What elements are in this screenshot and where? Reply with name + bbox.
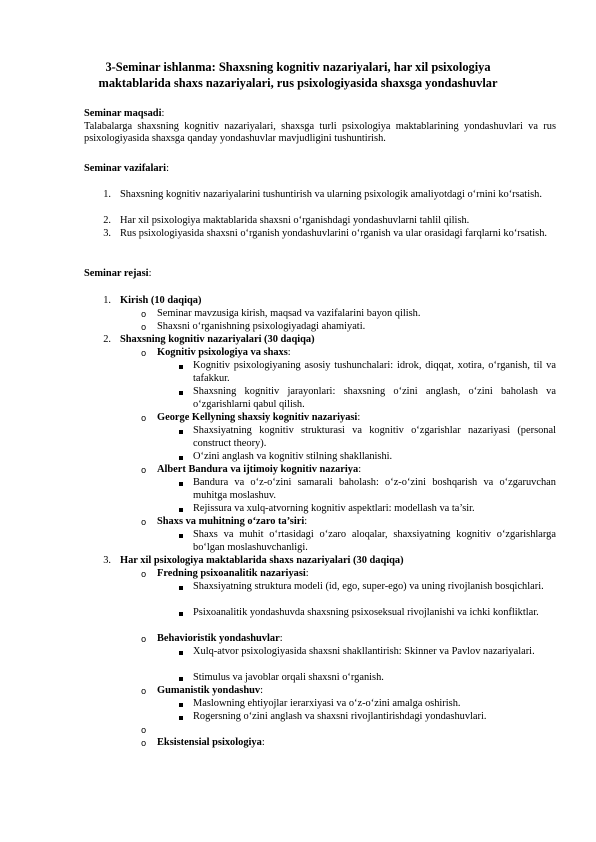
goal-section: Seminar maqsadi: Talabalarga shaxsning kognitiv nazariyalari, shaxsga turli psixologiya maktablarining yondashuvlari va rus psixologiyasida shaxsga qanday yondashuvlar mavjudligini tushuntirish. bbox=[84, 108, 556, 145]
goal-label: Seminar maqsadi bbox=[84, 108, 162, 119]
goal-text: Talabalarga shaxsning kognitiv nazariyalari, shaxsga turli psixologiya maktablarining yondashuvlari va rus psixologiyasida shaxsga qanday yondashuvlar mavjudligini tushuntirish. bbox=[84, 120, 556, 145]
tasks-label: Seminar vazifalari bbox=[84, 163, 167, 174]
tasks-label-row: Seminar vazifalari: bbox=[84, 163, 169, 174]
document-page: 3-Seminar ishlanma: Shaxsning kognitiv nazariyalari, har xil psixologiya maktablarida shaxs nazariyalari, rus psixologiyasida shaxsga yondashuvlar Seminar maqsadi: Talabalarga shaxsning kognitiv nazariyalari, shaxsga turli psixologiya maktablarining yondashuvlari va rus psixologiyasida shaxsga qanday yondashuvlar mavjudligini tushuntirish. Seminar vazifalari: 1. Shaxsning kognitiv nazariyalarini tushuntirish va ularning psixologik amaliyotdagi o‘rnini ko‘rsatish. 2. Har xil psixologiya maktablarida shaxsni o‘rganishdagi yondashuvlarni tahlil qilish. 3. Rus psixologiyasida shaxsni o‘rganish yondashuvlarini o‘rganish va ular orasidagi farqlarni ko‘rsatish. Seminar rejasi: 1. Kirish (10 daqiqa) o Seminar mavzusiga kirish, maqsad va vazifalarini bayon qilish. o Shaxsni o‘rganishning psixologiyadagi ahamiyati. 2. Shaxsning kognitiv nazariyalari (30 daqiqa) o Kognitiv psixologiya va shaxs: Kognitiv psixologiyaning asosiy tushunchalari: idrok, diqqat, xotira, o‘rganish, til va tafakkur. Shaxsning kognitiv jarayonlari: shaxsning o‘zini anglash, o‘zini baholash va o‘zgarishlarni qabul qilish. o George Kellyning shaxsiy kognitiv nazariyasi: Shaxsiyatning kognitiv strukturasi va kognitiv o‘zgarishlar nazariyasi (personal construct theory). O‘zini anglash va kognitiv stilning shakllanishi. o Albert Bandura va ijtimoiy kognitiv nazariya: Bandura va o‘z-o‘zini samarali baholash: o‘z-o‘zini boshqarish va o‘zgaruvchan muhitga moslashuv. Rejissura va xulq-atvorning kognitiv aspektlari: modellash va ta’sir. o Shaxs va muhitning o‘zaro ta’siri: Shaxs va muhit o‘rtasidagi o‘zaro aloqalar, shaxsiyatning kognitiv o‘zgarishlarga bo‘lgan moslashuvchanligi. 3. Har xil psixologiya maktablarida shaxs nazariyalari (30 daqiqa) o Fredning psixoanalitik nazariyasi: Shaxsiyatning struktura modeli (id, ego, super-ego) va uning rivojlanish bosqichlari. Psixoanalitik yondashuvda shaxsning psixoseksual rivojlanishi va ichki konfliktlar. o Behavioristik yondashuvlar: Xulq-atvor psixologiyasida shaxsni shakllantirish: Skinner va Pavlov nazariyalari. Stimulus va javoblar orqali shaxsni o‘rganish. o Gumanistik yondashuv: Maslowning ehtiyojlar ierarxiyasi va o‘z-o‘zini amalga oshirish. Rogersning o‘zini anglash va shaxsni rivojlantirishdagi yondashuvlari. o o Eksistensial psixologiya: bbox=[0, 0, 596, 842]
page-title: 3-Seminar ishlanma: Shaxsning kognitiv nazariyalari, har xil psixologiya maktablarida shaxs nazariyalari, rus psixologiyasida shaxsga yondashuvlar bbox=[98, 60, 498, 90]
plan-label: Seminar rejasi bbox=[84, 268, 149, 279]
plan-label-row: Seminar rejasi: bbox=[84, 268, 152, 279]
